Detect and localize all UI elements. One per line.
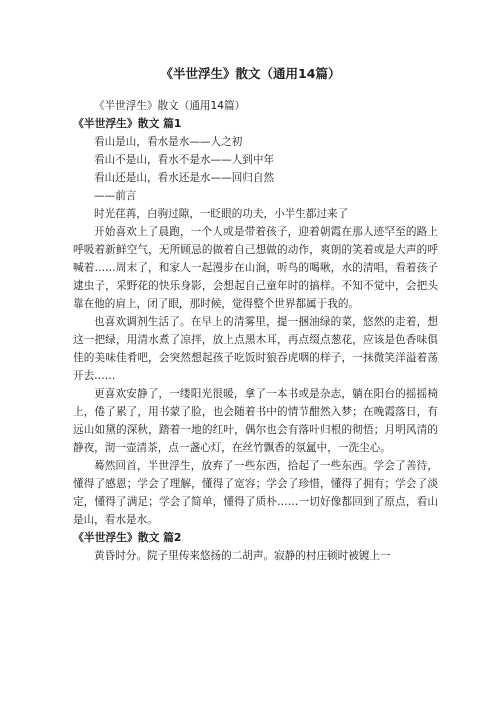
poem-line: 看山是山，看水是水——人之初 <box>94 136 243 148</box>
section-2 <box>73 529 438 565</box>
section-1 <box>73 115 438 529</box>
section-heading: 《半世浮生》散文 篇2 <box>73 531 182 544</box>
section-heading: 《半世浮生》散文 篇1 <box>73 117 182 130</box>
paragraph: 黄昏时分。院子里传来悠扬的二胡声。寂静的村庄顿时被镀上一 <box>94 550 391 562</box>
poem-attribution: ——前言 <box>94 190 137 202</box>
paragraph: 开始喜欢上了晨跑，一个人或是带着孩子，迎着朝霞在那人迹罕至的路上呼吸着新鲜空气，无所顾忌的做着自己想做的动作，爽朗的笑着或是大声的呼喊着……周末了，和家人一起漫步在山涧，听鸟的喝啾，水的清唱，看着孩子逮虫子，采野花的快乐身影，会想起自己童年时的搞样。不知不觉中，会把头靠在他的肩上，闭了眼，那时候，觉得整个世界都属于我的。 <box>73 226 438 310</box>
poem-line: 看山不是山，看水不是水——人到中年 <box>94 154 275 166</box>
paragraph: 更喜欢安静了，一缕阳光很暖，拿了一本书或是杂志，躺在阳台的摇摇椅上，倦了累了，用书蒙了脸，也会随着书中的情节酣然入梦；在晚霞落日，有远山如黛的深秋，踏着一地的红叶，偶尔也会有落叶归根的彻悟；月明风清的静夜，沏一壶清茶，点一盏心灯，在丝竹飘香的氛氲中，一洗尘心。 <box>73 388 438 454</box>
paragraph: 时光荏苒，白驹过隙，一眨眼的功夫，小半生都过来了 <box>94 208 349 220</box>
document-subtitle: 《半世浮生》散文（通用14篇） <box>94 100 246 112</box>
document-title: 《半世浮生》散文（通用14篇） <box>160 66 341 81</box>
paragraph: 也喜欢调剂生活了。在早上的清雾里，提一捆油绿的菜，悠然的走着，想这一把绿，用清水煮了凉拌，放上点黑木耳，再点缀点葱花，应该是色香味俱佳的美味佳肴吧，会突然想起孩子吃饭时狼吞虎咽的样子，一抹微笑洋溢着荡开去…… <box>73 316 438 382</box>
poem-line: 看山还是山，看水还是水——回归自然 <box>94 172 275 184</box>
paragraph: 蓦然回首，半世浮生，放弃了一些东西，拾起了一些东西。学会了善待，懂得了感恩；学会了理解，懂得了宽容；学会了珍惜，懂得了拥有；学会了淡定，懂得了满足；学会了简单，懂得了质朴……一切好像都回到了原点，看山是山，看水是水。 <box>73 460 438 526</box>
